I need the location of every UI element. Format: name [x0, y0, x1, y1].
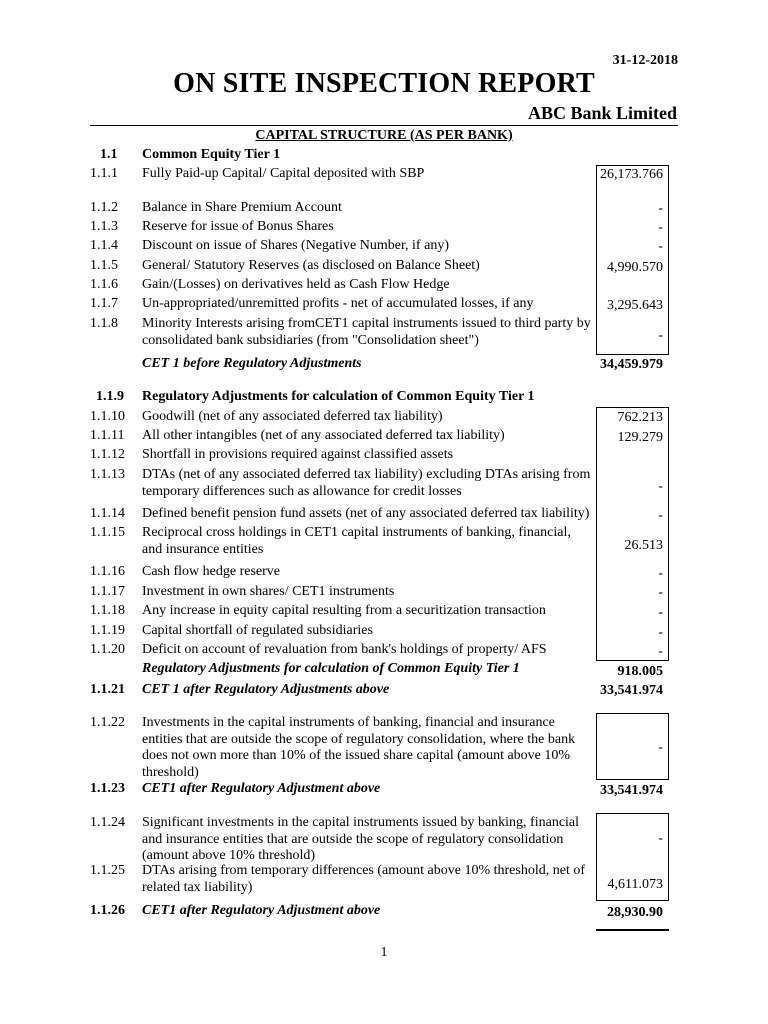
- row-description: Defined benefit pension fund assets (net of any associated deferred tax liability): [142, 506, 590, 521]
- row-value: 762.213: [617, 410, 663, 425]
- row-value: -: [658, 201, 663, 216]
- row-description: CET 1 after Regulatory Adjustments above: [142, 682, 390, 697]
- row-number: 1.1.11: [90, 428, 125, 443]
- row-description: Reserve for issue of Bonus Shares: [142, 219, 334, 234]
- row-description: Shortfall in provisions required against classified assets: [142, 447, 454, 462]
- row-value: 33,541.974: [600, 783, 663, 798]
- row-number: 1.1.26: [90, 903, 125, 918]
- row-value: 4,611.073: [607, 877, 663, 892]
- row-value: 26.513: [624, 538, 663, 553]
- row-number: 1.1.12: [90, 447, 125, 462]
- row-number: 1.1.23: [90, 781, 125, 796]
- subtotal-label: Regulatory Adjustments for calculation of Common Equity Tier 1: [142, 661, 520, 676]
- subtotal-value: 918.005: [617, 664, 663, 679]
- row-value: 4,990.570: [607, 260, 663, 275]
- row-number: 1.1.19: [90, 623, 125, 638]
- section-title: CAPITAL STRUCTURE (AS PER BANK): [255, 128, 513, 143]
- page-number: 1: [380, 945, 388, 960]
- row-description: Deficit on account of revaluation from bank's holdings of property/ AFS: [142, 642, 547, 657]
- row-description: Minority Interests arising fromCET1 capital instruments issued to third party by consolidated bank subsidiaries (from "Consolidation sheet"): [142, 316, 591, 348]
- bank-name: ABC Bank Limited: [527, 103, 677, 123]
- row-value: -: [658, 220, 663, 235]
- row-description: Cash flow hedge reserve: [142, 564, 281, 579]
- row-number: 1.1.22: [90, 715, 125, 730]
- row-description: Any increase in equity capital resulting from a securitization transaction: [142, 603, 546, 618]
- row-value: -: [658, 328, 663, 343]
- row-description: General/ Statutory Reserves (as disclosed on Balance Sheet): [142, 258, 480, 273]
- row-number: 1.1: [100, 147, 118, 162]
- row-value: -: [658, 644, 663, 659]
- row-description: Fully Paid-up Capital/ Capital deposited with SBP: [142, 166, 425, 181]
- row-description: Common Equity Tier 1: [142, 147, 281, 162]
- header-rule: [90, 125, 678, 126]
- row-value: 3,295.643: [607, 298, 663, 313]
- row-value: 26,173.766: [600, 167, 663, 182]
- row-number: 1.1.25: [90, 863, 125, 878]
- row-number: 1.1.16: [90, 564, 125, 579]
- row-number: 1.1.7: [90, 296, 118, 311]
- row-number: 1.1.13: [90, 467, 125, 482]
- row-value: -: [658, 625, 663, 640]
- row-description: DTAs arising from temporary differences (amount above 10% threshold, net of related tax liability): [142, 863, 585, 895]
- row-value: 33,541.974: [600, 683, 663, 698]
- row-value: -: [658, 566, 663, 581]
- row-description: Discount on issue of Shares (Negative Number, if any): [142, 238, 449, 253]
- subtotal-label: CET 1 before Regulatory Adjustments: [142, 356, 362, 371]
- row-description: Goodwill (net of any associated deferred tax liability): [142, 409, 443, 424]
- row-number: 1.1.3: [90, 219, 118, 234]
- row-value: -: [658, 479, 663, 494]
- row-number: 1.1.17: [90, 584, 125, 599]
- row-value: -: [658, 831, 663, 846]
- row-value: 129.279: [617, 430, 663, 445]
- row-number: 1.1.14: [90, 506, 125, 521]
- row-description: DTAs (net of any associated deferred tax liability) excluding DTAs arising from temporary differences such as allowance for credit losses: [142, 467, 591, 499]
- subtotal-value: 34,459.979: [600, 357, 663, 372]
- row-description: Balance in Share Premium Account: [142, 200, 342, 215]
- total-value: 28,930.90: [607, 905, 663, 920]
- row-number: 1.1.18: [90, 603, 125, 618]
- row-number: 1.1.8: [90, 316, 118, 331]
- row-number: 1.1.5: [90, 258, 118, 273]
- row-number: 1.1.21: [90, 682, 125, 697]
- row-description: Investment in own shares/ CET1 instruments: [142, 584, 395, 599]
- row-number: 1.1.1: [90, 166, 118, 181]
- row-number: 1.1.6: [90, 277, 118, 292]
- row-description: Investments in the capital instruments of banking, financial and insurance entities that are outside the scope of regulatory consolidation, where the bank does not own more than 10% of the issued share capital (amount above 10% threshold): [142, 715, 576, 780]
- row-description: Capital shortfall of regulated subsidiaries: [142, 623, 373, 638]
- row-description: Reciprocal cross holdings in CET1 capital instruments of banking, financial, and insurance entities: [142, 525, 571, 557]
- row-value: -: [658, 740, 663, 755]
- row-description: Regulatory Adjustments for calculation of Common Equity Tier 1: [142, 389, 535, 404]
- total-underline: [596, 929, 669, 931]
- row-description: CET1 after Regulatory Adjustment above: [142, 781, 381, 796]
- row-description: All other intangibles (net of any associated deferred tax liability): [142, 428, 505, 443]
- row-description: Significant investments in the capital instruments issued by banking, financial and insurance entities that are outside the scope of regulatory consolidation (amount above 10% threshold): [142, 815, 580, 863]
- row-number: 1.1.20: [90, 642, 125, 657]
- row-number: 1.1.4: [90, 238, 118, 253]
- row-number: 1.1.15: [90, 525, 125, 540]
- report-date: 31-12-2018: [612, 53, 678, 68]
- row-description: CET1 after Regulatory Adjustment above: [142, 903, 381, 918]
- row-number: 1.1.10: [90, 409, 125, 424]
- row-description: Un-appropriated/unremitted profits - net of accumulated losses, if any: [142, 296, 534, 311]
- row-value: -: [658, 508, 663, 523]
- row-value: -: [658, 585, 663, 600]
- row-value: -: [658, 605, 663, 620]
- row-number: 1.1.2: [90, 200, 118, 215]
- row-number: 1.1.9: [96, 389, 124, 404]
- report-title: ON SITE INSPECTION REPORT: [173, 68, 595, 99]
- row-number: 1.1.24: [90, 815, 125, 830]
- row-value: -: [658, 239, 663, 254]
- row-description: Gain/(Losses) on derivatives held as Cash Flow Hedge: [142, 277, 450, 292]
